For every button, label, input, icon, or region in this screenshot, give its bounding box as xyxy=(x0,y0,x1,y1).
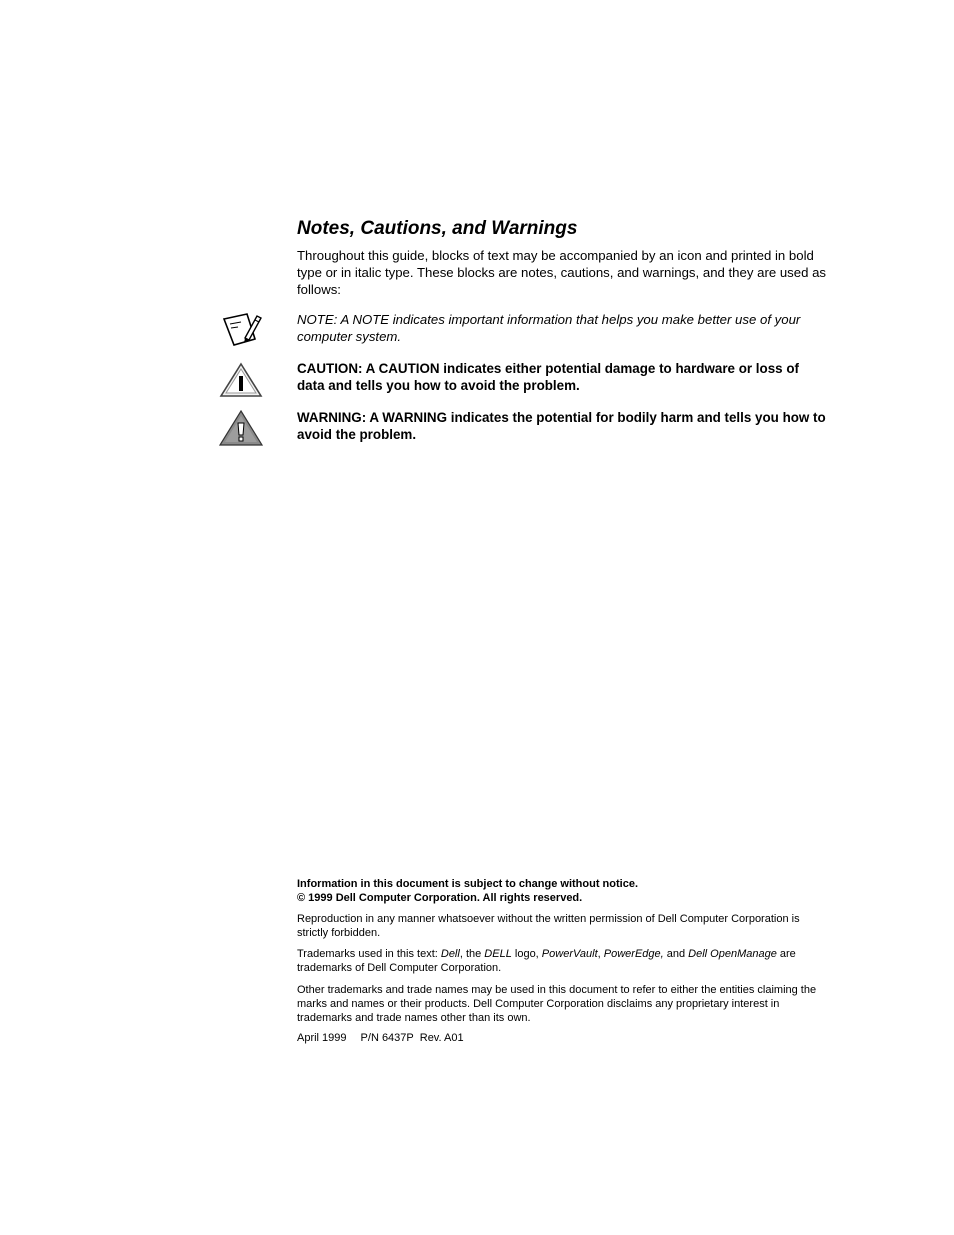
note-text: NOTE: A NOTE indicates important information that helps you make better use of your computer system. xyxy=(297,312,801,344)
trademarks-text: logo, xyxy=(511,948,542,960)
trademarks-text: Trademarks used in this text: xyxy=(297,948,441,960)
trademark-powervault: PowerVault xyxy=(541,948,598,960)
warning-triangle-icon xyxy=(218,410,264,447)
note-pencil-icon xyxy=(221,311,263,349)
publication-date: April 1999 xyxy=(297,1032,347,1044)
trademark-dell: Dell xyxy=(440,948,460,960)
page-title: Notes, Cautions, and Warnings xyxy=(297,218,578,239)
trademarks-text: , xyxy=(597,948,604,960)
trademarks-notice xyxy=(297,947,832,975)
caution-triangle-icon xyxy=(219,362,263,398)
trademark-poweredge: PowerEdge, xyxy=(603,948,664,960)
trademarks-text: and xyxy=(663,948,689,960)
trademarks-text: , the xyxy=(459,948,485,960)
change-notice-line: Information in this document is subject to change without notice. xyxy=(297,878,639,890)
copyright-line: © 1999 Dell Computer Corporation. All rights reserved. xyxy=(297,892,583,904)
trademark-dell-logo: DELL xyxy=(484,948,512,960)
change-notice xyxy=(297,877,832,905)
part-number: P/N 6437P xyxy=(360,1032,414,1044)
trademark-openmanage: Dell OpenManage xyxy=(688,948,777,960)
caution-text: CAUTION: A CAUTION indicates either potential damage to hardware or loss of data and tells you how to avoid the problem. xyxy=(297,361,799,393)
other-trademarks-notice: Other trademarks and trade names may be used in this document to refer to either the entities claiming the marks and names or their products. Dell Computer Corporation disclaims any proprietary interest in trademarks and trade names other than its own. xyxy=(297,984,817,1024)
trademarks-text: are trademarks of Dell Computer Corporation. xyxy=(297,948,796,974)
revision: Rev. A01 xyxy=(419,1032,464,1044)
warning-text: WARNING: A WARNING indicates the potential for bodily harm and tells you how to avoid the problem. xyxy=(297,410,826,442)
reproduction-notice: Reproduction in any manner whatsoever without the written permission of Dell Computer Corporation is strictly forbidden. xyxy=(297,913,800,939)
intro-paragraph: Throughout this guide, blocks of text may be accompanied by an icon and printed in bold type or in italic type. These blocks are notes, cautions, and warnings, and they are used as follows: xyxy=(297,248,827,297)
publication-info xyxy=(297,1031,478,1045)
